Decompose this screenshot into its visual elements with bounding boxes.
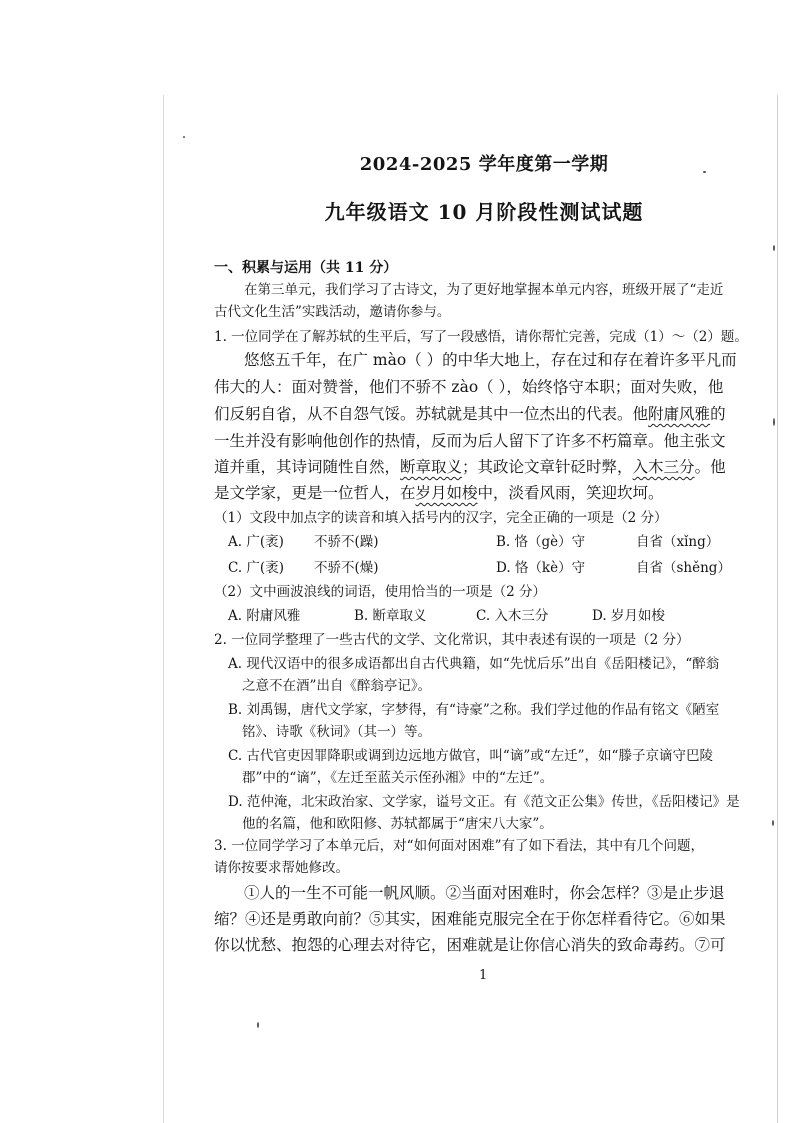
sub2-option-d: D. 岁月如梭: [592, 608, 665, 624]
exam-title-line2: 九年级语文 10 月阶段性测试试题: [324, 200, 644, 224]
scan-edge-left: [163, 95, 164, 1123]
q2-option-a: A. 现代汉语中的很多成语都出自古代典籍，如“先忧后乐”出自《岳阳楼记》，“醉翁: [228, 656, 720, 672]
passage-line: [214, 374, 723, 400]
passage-text: 的: [710, 405, 726, 423]
q2-option-c-cont: 郡”中的“谪”，《左迁至蓝关示侄孙湘》中的“左迁”。: [242, 770, 554, 786]
passage-line: [214, 401, 726, 427]
q2-option-b: B. 刘禹锡，唐代文学家，字梦得，有“诗豪”之称。我们学过他的作品有铭文《陋室: [228, 702, 720, 718]
option-d-part2: 自省（shěng）: [636, 560, 731, 576]
passage-text: ；其政论文章针砭时弊，: [462, 458, 633, 476]
q3-passage-line: ①人的一生不可能一帆风顺。②当面对困难时，你会怎样？③是止步退: [244, 884, 725, 902]
option-b-part2: 自省（xǐng）: [636, 534, 720, 550]
sub2-option-b: B. 断章取义: [354, 608, 427, 624]
section1-heading: 一、积累与运用（共 11 分）: [214, 260, 398, 276]
question-3-stem-cont: 请你按要求帮她修改。: [214, 860, 349, 876]
q2-option-a-cont: 之意不在酒”出自《醉翁亭记》。: [242, 678, 432, 694]
passage-text: 道并重，其诗词随性自然，: [214, 458, 401, 476]
passage-line: [214, 480, 664, 506]
passage-line: [214, 454, 726, 480]
wavy-underlined-phrase: 断章取义: [400, 458, 463, 476]
option-a: A. 广(袤): [228, 534, 284, 550]
dotted-character: 恪: [552, 378, 569, 396]
question-2-stem: 2. 一位同学整理了一些古代的文学、文化常识，其中表述有误的一项是（2 分）: [214, 632, 690, 648]
option-b: B. 恪（gè）守: [496, 534, 586, 550]
q2-option-b-cont: 铭》、诗歌《秋词》（其一）等。: [242, 724, 431, 740]
passage-text: 们反躬自: [214, 405, 277, 423]
sub2-option-c: C. 入木三分: [476, 608, 549, 624]
option-row: [228, 532, 284, 552]
scan-speck: [773, 245, 775, 251]
passage-text: 中，淡看风雨，笑迎坎坷。: [477, 484, 664, 502]
passage-line: [244, 347, 737, 373]
q2-option-c: C. 古代官吏因罪降职或调到边远地方做官，叫“谪”或“左迁”，如“滕子京谪守巴陵: [228, 748, 713, 764]
wavy-underlined-phrase: 岁月如梭: [415, 484, 478, 502]
q2-option-d: D. 范仲淹，北宋政治家、文学家，谥号文正。有《范文正公集》传世，《岳阳楼记》是: [228, 794, 740, 810]
scan-speck: [773, 418, 775, 426]
scan-speck: [772, 820, 774, 826]
scan-edge-right: [777, 95, 778, 1123]
passage-text: 悠悠五千年，在广 mào（ ）的中华大地上，存在过和存在着许多平凡而: [244, 351, 737, 369]
intro-line: 在第三单元，我们学习了古诗文，为了更好地掌握本单元内容，班级开展了“走近: [244, 282, 724, 298]
option-a-part2: 不骄不(躁): [314, 534, 379, 550]
exam-title-line1: 2024-2025 学年度第一学期: [359, 154, 609, 175]
q3-passage-line: 你以忧愁、抱怨的心理去对待它，困难就是让你信心消失的致命毒药。⑦可: [214, 936, 726, 954]
passage-text: 是文学家，更是一位哲人，在: [214, 484, 416, 502]
option-d: D. 恪（kè）守: [496, 560, 586, 576]
question-1-stem: 1. 一位同学在了解苏轼的生平后，写了一段感悟，请你帮忙完善，完成（1）～（2）题。: [214, 329, 748, 345]
wavy-underlined-phrase: 入木三分: [632, 458, 695, 476]
intro-line: 古代文化生活”实践活动，邀请你参与。: [214, 304, 451, 320]
wavy-underlined-phrase: 附庸风雅: [648, 405, 711, 423]
passage-text: 守本职；面对失败，他: [568, 378, 724, 396]
page-number: 1: [479, 968, 488, 983]
sub-question-2-stem: （2）文中画波浪线的词语，使用恰当的一项是（2 分）: [214, 584, 546, 600]
passage-text: 伟大的人：面对赞誉，他们不骄不 zào（ ），始终: [214, 378, 553, 396]
q3-passage-line: 缩？④还是勇敢向前？⑤其实，困难能克服完全在于你怎样看待它。⑥如果: [214, 910, 726, 928]
dotted-character: 省: [276, 405, 292, 423]
scan-speck: [183, 136, 185, 138]
passage-line: 一生并没有影响他创作的热情，反而为后人留下了许多不朽篇章。他主张文: [214, 432, 726, 450]
option-c: C. 广(袤): [228, 560, 284, 576]
sub-question-1-stem: （1）文段中加点字的读音和填入括号内的汉字，完全正确的一项是（2 分）: [214, 510, 668, 526]
question-3-stem: 3. 一位同学学习了本单元后，对“如何面对困难”有了如下看法，其中有几个问题，: [214, 838, 704, 854]
scan-speck: [257, 1022, 259, 1028]
option-c-part2: 不骄不(燥): [314, 560, 379, 576]
passage-text: ，从不自怨气馁。苏轼就是其中一位杰出的代表。他: [291, 405, 649, 423]
passage-text: 。他: [694, 458, 726, 476]
q2-option-d-cont: 他的名篇，他和欧阳修、苏轼都属于“唐宋八大家”。: [242, 816, 553, 832]
sub2-option-a: A. 附庸风雅: [228, 608, 301, 624]
